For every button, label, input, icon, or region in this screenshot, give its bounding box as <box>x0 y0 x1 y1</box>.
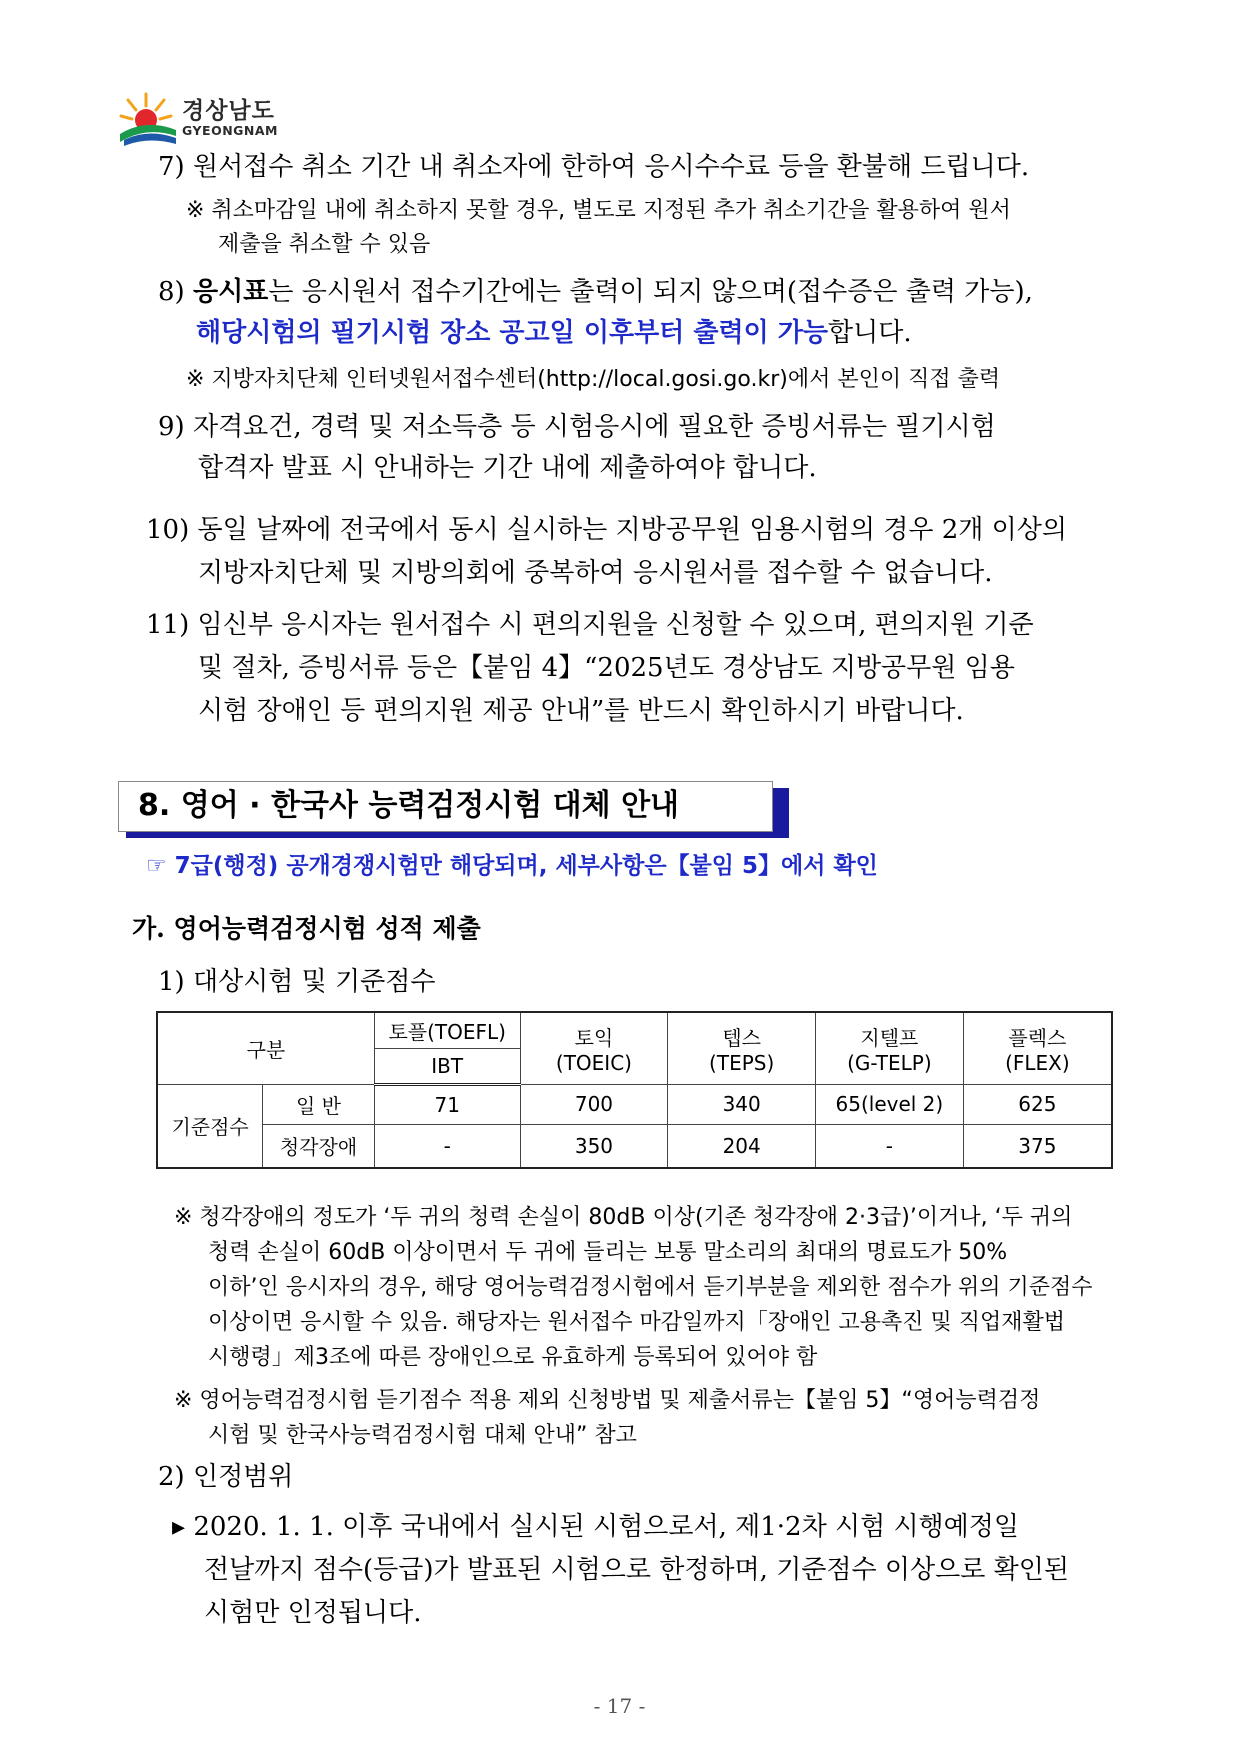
header-teps <box>668 1012 816 1084</box>
page-number: - 17 - <box>593 1694 646 1718</box>
logo-english-text: GYEONGNAM <box>182 123 278 138</box>
item-10-line1: 10) 동일 날짜에 전국에서 동시 실시하는 지방공무원 임용시험의 경우 2개 이상의 <box>146 515 1068 545</box>
logo-korean-text: 경상남도 <box>182 98 275 124</box>
cell-hearing-gtelp: - <box>816 1124 964 1168</box>
item-7-note-line2: 제출을 취소할 수 있음 <box>218 232 431 257</box>
cell-general-toeic: 700 <box>520 1084 668 1124</box>
row-hearing-label: 청각장애 <box>263 1124 375 1168</box>
cell-hearing-teps: 204 <box>668 1124 816 1168</box>
scope-line2: 전날까지 점수(등급)가 발표된 시험으로 한정하며, 기준점수 이상으로 확인된 <box>204 1555 1070 1585</box>
item-8-rest: 는 응시원서 접수기간에는 출력이 되지 않으며(접수증은 출력 가능), <box>268 277 1033 307</box>
item-8-end: 합니다. <box>827 318 912 348</box>
english-test-score-table <box>156 1011 1113 1169</box>
item-11-line2: 및 절차, 증빙서류 등은【붙임 4】“2025년도 경상남도 지방공무원 임용 <box>198 653 1015 683</box>
hearing-note-line3: 이하’인 응시자의 경우, 해당 영어능력검정시험에서 듣기부분을 제외한 점수가 위의 기준점수 <box>208 1275 1093 1300</box>
cell-general-flex: 625 <box>963 1084 1112 1124</box>
gyeongnam-emblem-icon <box>118 90 178 146</box>
section-title: 8. 영어 · 한국사 능력검정시험 대체 안내 <box>138 788 680 823</box>
header-flex-en: (FLEX) <box>1005 1050 1070 1075</box>
item-9-line1: 9) 자격요건, 경력 및 저소득층 등 시험응시에 필요한 증빙서류는 필기시험 <box>158 412 996 442</box>
header-toeic-en: (TOEIC) <box>555 1050 632 1075</box>
hearing-note-line1: ※ 청각장애의 정도가 ‘두 귀의 청력 손실이 80dB 이상(기존 청각장애 2·3급)’이거나, ‘두 귀의 <box>174 1205 1073 1230</box>
item-8-line2 <box>196 316 912 350</box>
cell-hearing-toeic: 350 <box>520 1124 668 1168</box>
listening-note-line2: 시험 및 한국사능력검정시험 대체 안내” 참고 <box>208 1423 637 1448</box>
header-teps-ko: 텝스 <box>722 1025 761 1050</box>
cell-hearing-toefl: - <box>374 1124 520 1168</box>
row-label-criteria: 기준점수 <box>157 1084 263 1168</box>
item-8-note: ※ 지방자치단체 인터넷원서접수센터(http://local.gosi.go.kr)에서 본인이 직접 출력 <box>186 367 1001 392</box>
subsection-a-title: 가. 영어능력검정시험 성적 제출 <box>132 914 481 943</box>
header-gtelp-en: (G-TELP) <box>847 1050 932 1075</box>
item-11-line1: 11) 임신부 응시자는 원서접수 시 편의지원을 신청할 수 있으며, 편의지원 기준 <box>146 610 1034 640</box>
section-pointer-note: ☞ 7급(행정) 공개경쟁시험만 해당되며, 세부사항은【붙임 5】에서 확인 <box>146 853 878 879</box>
header-toefl: 토플(TOEFL) <box>374 1012 520 1048</box>
cell-general-gtelp: 65(level 2) <box>816 1084 964 1124</box>
header-flex-ko: 플렉스 <box>1008 1025 1067 1050</box>
item-10-line2: 지방자치단체 및 지방의회에 중복하여 응시원서를 접수할 수 없습니다. <box>198 558 993 588</box>
hearing-note-line2: 청력 손실이 60dB 이상이면서 두 귀에 들리는 보통 말소리의 최대의 명료도가 50% <box>208 1240 1008 1265</box>
scope-line3: 시험만 인정됩니다. <box>204 1598 422 1628</box>
item-9-line2: 합격자 발표 시 안내하는 기간 내에 제출하여야 합니다. <box>198 453 817 483</box>
item-11-line3: 시험 장애인 등 편의지원 제공 안내”를 반드시 확인하시기 바랍니다. <box>198 696 964 726</box>
cell-hearing-flex: 375 <box>963 1124 1112 1168</box>
cell-general-teps: 340 <box>668 1084 816 1124</box>
header-gtelp-ko: 지텔프 <box>860 1025 919 1050</box>
item-7-note-line1: ※ 취소마감일 내에 취소하지 못할 경우, 별도로 지정된 추가 취소기간을 활용하여 원서 <box>186 198 1011 223</box>
header-toeic <box>520 1012 668 1084</box>
section-header-shadow-right <box>773 788 789 838</box>
scope-title: 2) 인정범위 <box>158 1462 294 1492</box>
header-toeic-ko: 토익 <box>574 1025 614 1050</box>
item-8-bold: 응시표 <box>192 277 269 307</box>
header-flex <box>963 1012 1112 1084</box>
cell-general-toefl: 71 <box>374 1084 520 1124</box>
scope-line1: ▸ 2020. 1. 1. 이후 국내에서 실시된 시험으로서, 제1·2차 시험 시행예정일 <box>172 1512 1020 1542</box>
item-8-prefix: 8) <box>158 277 193 307</box>
row-general-label: 일 반 <box>263 1084 375 1124</box>
section-header-shadow-bottom <box>126 832 789 838</box>
header-gubun: 구분 <box>157 1012 374 1084</box>
subsection-1-title: 1) 대상시험 및 기준점수 <box>158 967 436 997</box>
item-7: 7) 원서접수 취소 기간 내 취소자에 한하여 응시수수료 등을 환불해 드립니다. <box>158 152 1030 182</box>
item-8-line1 <box>158 275 1033 309</box>
item-8-highlight: 해당시험의 필기시험 장소 공고일 이후부터 출력이 가능 <box>196 318 828 348</box>
hearing-note-line5: 시행령」제3조에 따른 장애인으로 유효하게 등록되어 있어야 함 <box>208 1345 818 1370</box>
header-teps-en: (TEPS) <box>709 1050 775 1075</box>
hearing-note-line4: 이상이면 응시할 수 있음. 해당자는 원서접수 마감일까지「장애인 고용촉진 및 직업재활법 <box>208 1310 1066 1335</box>
listening-note-line1: ※ 영어능력검정시험 듣기점수 적용 제외 신청방법 및 제출서류는【붙임 5】“영어능력검정 <box>174 1388 1041 1413</box>
header-ibt: IBT <box>374 1048 520 1084</box>
header-gtelp <box>816 1012 964 1084</box>
